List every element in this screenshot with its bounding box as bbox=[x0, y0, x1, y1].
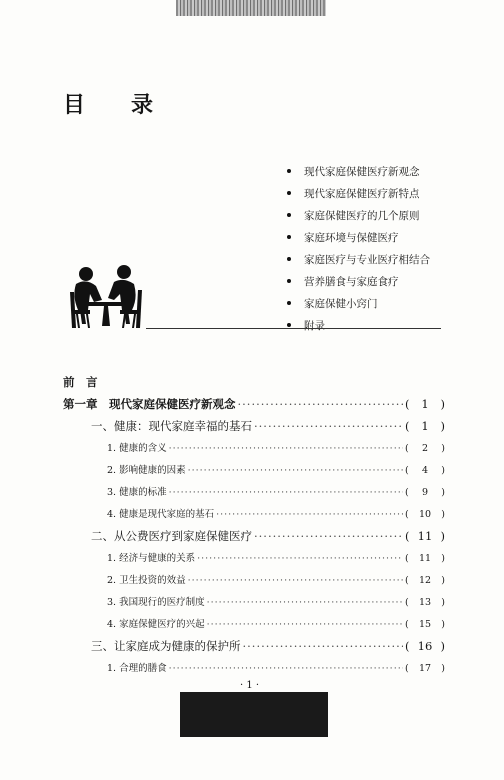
leader-dots bbox=[207, 597, 403, 608]
page-number: ( 12 ) bbox=[405, 575, 445, 586]
scan-header-strip bbox=[176, 0, 326, 16]
list-item: 家庭保健小窍门 bbox=[287, 292, 430, 314]
bullet-icon bbox=[287, 235, 291, 239]
table-of-contents bbox=[63, 374, 445, 682]
toc-entry: 三、让家庭成为健康的保护所 ····· ( 16 ) bbox=[63, 638, 445, 660]
leader-dots bbox=[243, 639, 404, 653]
toc-entry: 4. 家庭保健医疗的兴起 ····· ( 15 ) bbox=[63, 616, 445, 638]
leader-dots bbox=[169, 663, 403, 674]
bullet-icon bbox=[287, 279, 291, 283]
page-number: ( 11 ) bbox=[405, 553, 445, 564]
toc-entry: 4. 健康是现代家庭的基石 ····· ( 10 ) bbox=[63, 506, 445, 528]
toc-entry: 第一章 现代家庭保健医疗新观念 ····· ( 1 ) bbox=[63, 396, 445, 418]
toc-entry: 1. 健康的含义 ····· ( 2 ) bbox=[63, 440, 445, 462]
bullet-icon bbox=[287, 191, 291, 195]
toc-entry: 1. 经济与健康的关系 ····· ( 11 ) bbox=[63, 550, 445, 572]
bullet-icon bbox=[287, 257, 291, 261]
list-item: 现代家庭保健医疗新特点 bbox=[287, 182, 430, 204]
page-number: ( 17 ) bbox=[405, 663, 445, 674]
leader-dots bbox=[216, 509, 403, 520]
bullet-icon bbox=[287, 213, 291, 217]
chapter-summary-list bbox=[287, 160, 430, 336]
toc-entry: 2. 影响健康的因素 ····· ( 4 ) bbox=[63, 462, 445, 484]
page-number: ( 9 ) bbox=[405, 487, 445, 498]
leader-dots bbox=[254, 419, 403, 433]
toc-entry: 二、从公费医疗到家庭保健医疗 ····· ( 11 ) bbox=[63, 528, 445, 550]
page-number: ( 10 ) bbox=[405, 509, 445, 520]
leader-dots bbox=[254, 529, 403, 543]
list-item: 家庭医疗与专业医疗相结合 bbox=[287, 248, 430, 270]
page-footer-number: · 1 · bbox=[240, 680, 260, 691]
list-item: 现代家庭保健医疗新观念 bbox=[287, 160, 430, 182]
bullet-icon bbox=[287, 169, 291, 173]
list-item: 营养膳食与家庭食疗 bbox=[287, 270, 430, 292]
leader-dots bbox=[188, 575, 403, 586]
leader-dots bbox=[188, 465, 403, 476]
toc-entry: 1. 合理的膳食 ····· ( 17 ) bbox=[63, 660, 445, 682]
page-number: ( 16 ) bbox=[405, 639, 445, 653]
page-number: ( 13 ) bbox=[405, 597, 445, 608]
toc-preface: 前 言 bbox=[63, 375, 98, 389]
toc-entry: 3. 我国现行的医疗制度 ····· ( 13 ) bbox=[63, 594, 445, 616]
list-item: 附录 bbox=[287, 314, 430, 336]
toc-entry: 3. 健康的标准 ····· ( 9 ) bbox=[63, 484, 445, 506]
divider-line bbox=[146, 328, 441, 329]
leader-dots bbox=[169, 443, 403, 454]
page-number: ( 11 ) bbox=[405, 529, 445, 543]
couple-at-table-illustration bbox=[66, 262, 146, 332]
page-number: ( 1 ) bbox=[405, 419, 445, 433]
toc-entry: 2. 卫生投资的效益 ····· ( 12 ) bbox=[63, 572, 445, 594]
page-number: ( 4 ) bbox=[405, 465, 445, 476]
list-item: 家庭环境与保健医疗 bbox=[287, 226, 430, 248]
scan-stamp-block bbox=[180, 692, 328, 737]
page-title bbox=[63, 88, 153, 119]
leader-dots bbox=[169, 487, 403, 498]
bullet-icon bbox=[287, 301, 291, 305]
title-char-2: 录 bbox=[131, 92, 154, 118]
leader-dots bbox=[197, 553, 403, 564]
leader-dots bbox=[238, 397, 404, 411]
page-number: ( 1 ) bbox=[405, 397, 445, 411]
list-item: 家庭保健医疗的几个原则 bbox=[287, 204, 430, 226]
page-number: ( 15 ) bbox=[405, 619, 445, 630]
toc-entry: 一、健康：现代家庭幸福的基石 ····· ( 1 ) bbox=[63, 418, 445, 440]
title-char-1: 目 bbox=[63, 92, 86, 118]
leader-dots bbox=[207, 619, 403, 630]
page-number: ( 2 ) bbox=[405, 443, 445, 454]
bullet-icon bbox=[287, 323, 291, 327]
